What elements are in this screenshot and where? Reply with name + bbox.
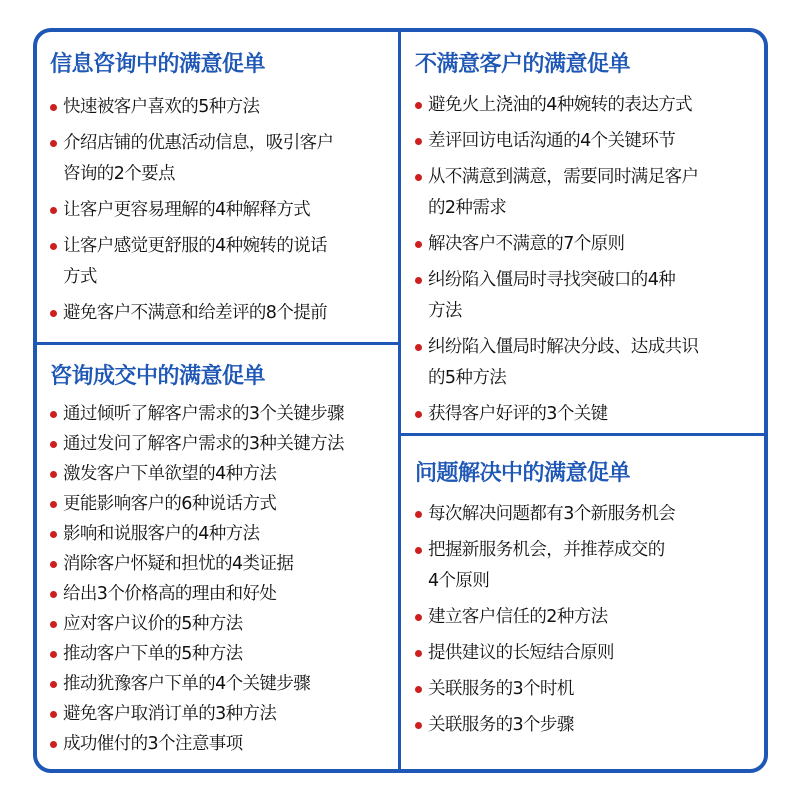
list-item bbox=[50, 92, 395, 123]
list-item bbox=[415, 499, 760, 530]
list-item-text: 纠纷陷入僵局时寻找突破口的4种 bbox=[428, 270, 676, 290]
list-item bbox=[415, 399, 760, 430]
list-item bbox=[415, 162, 760, 224]
list-item-text: 把握新服务机会，并推荐成交的 bbox=[428, 540, 665, 560]
list-item bbox=[415, 535, 760, 597]
list-item bbox=[415, 126, 760, 157]
list-item-text: 让客户更容易理解的4种解释方式 bbox=[63, 200, 311, 220]
list-item-text: 的2种需求 bbox=[428, 198, 507, 218]
item-list bbox=[415, 499, 760, 741]
list-item bbox=[50, 549, 395, 579]
list-item-text: 建立客户信任的2种方法 bbox=[428, 607, 608, 627]
list-item-text: 避免火上浇油的4种婉转的表达方式 bbox=[428, 95, 693, 115]
list-item-text: 介绍店铺的优惠活动信息，吸引客户 bbox=[63, 133, 334, 153]
list-item bbox=[50, 195, 395, 226]
list-item bbox=[415, 674, 760, 705]
list-item bbox=[50, 231, 395, 293]
section-info-consulting bbox=[50, 52, 395, 334]
section-title: 信息咨询中的满意促单 bbox=[50, 52, 266, 77]
list-item bbox=[415, 638, 760, 669]
section-title: 问题解决中的满意促单 bbox=[415, 461, 631, 486]
item-list bbox=[415, 90, 760, 430]
list-item-text: 咨询的2个要点 bbox=[63, 164, 175, 184]
left-horizontal-divider bbox=[35, 342, 399, 345]
list-item-text: 关联服务的3个时机 bbox=[428, 679, 574, 699]
list-item-text: 避免客户取消订单的3种方法 bbox=[63, 704, 277, 724]
list-item-text: 的5种方法 bbox=[428, 368, 507, 388]
list-item-text: 获得客户好评的3个关键 bbox=[428, 404, 608, 424]
list-item bbox=[50, 579, 395, 609]
list-item bbox=[415, 710, 760, 741]
section-title: 咨询成交中的满意促单 bbox=[50, 364, 266, 389]
list-item bbox=[50, 699, 395, 729]
list-item-text: 成功催付的3个注意事项 bbox=[63, 734, 243, 754]
list-item bbox=[415, 265, 760, 327]
section-title: 不满意客户的满意促单 bbox=[415, 52, 631, 77]
list-item bbox=[50, 459, 395, 489]
list-item bbox=[50, 729, 395, 759]
list-item-text: 从不满意到满意，需要同时满足客户 bbox=[428, 167, 699, 187]
section-consulting-deal bbox=[50, 364, 395, 759]
list-item-text: 方式 bbox=[63, 267, 97, 287]
list-item bbox=[50, 399, 395, 429]
list-item bbox=[50, 298, 395, 329]
vertical-divider bbox=[398, 30, 401, 771]
list-item bbox=[415, 90, 760, 121]
list-item-text: 推动客户下单的5种方法 bbox=[63, 644, 243, 664]
list-item-text: 影响和说服客户的4种方法 bbox=[63, 524, 260, 544]
item-list bbox=[50, 399, 395, 759]
list-item-text: 纠纷陷入僵局时解决分歧、达成共识 bbox=[428, 337, 699, 357]
list-item bbox=[50, 669, 395, 699]
list-item bbox=[415, 602, 760, 633]
list-item bbox=[50, 429, 395, 459]
list-item-text: 提供建议的长短结合原则 bbox=[428, 643, 614, 663]
list-item bbox=[50, 489, 395, 519]
section-problem-solving bbox=[415, 461, 760, 746]
list-item-text: 差评回访电话沟通的4个关键环节 bbox=[428, 131, 676, 151]
list-item-text: 每次解决问题都有3个新服务机会 bbox=[428, 504, 676, 524]
list-item-text: 让客户感觉更舒服的4种婉转的说话 bbox=[63, 236, 328, 256]
list-item bbox=[50, 519, 395, 549]
list-item-text: 激发客户下单欲望的4种方法 bbox=[63, 464, 277, 484]
list-item-text: 通过倾听了解客户需求的3个关键步骤 bbox=[63, 404, 344, 424]
list-item-text: 4个原则 bbox=[428, 571, 490, 591]
list-item-text: 应对客户议价的5种方法 bbox=[63, 614, 243, 634]
list-item bbox=[50, 128, 395, 190]
list-item-text: 方法 bbox=[428, 301, 462, 321]
list-item bbox=[415, 229, 760, 260]
list-item bbox=[50, 609, 395, 639]
list-item-text: 避免客户不满意和给差评的8个提前 bbox=[63, 303, 328, 323]
list-item-text: 推动犹豫客户下单的4个关键步骤 bbox=[63, 674, 311, 694]
list-item-text: 给出3个价格高的理由和好处 bbox=[63, 584, 277, 604]
list-item bbox=[50, 639, 395, 669]
list-item-text: 快速被客户喜欢的5种方法 bbox=[63, 97, 260, 117]
list-item-text: 更能影响客户的6种说话方式 bbox=[63, 494, 277, 514]
list-item-text: 关联服务的3个步骤 bbox=[428, 715, 574, 735]
list-item-text: 通过发问了解客户需求的3种关键方法 bbox=[63, 434, 344, 454]
item-list bbox=[50, 92, 395, 329]
list-item-text: 消除客户怀疑和担忧的4类证据 bbox=[63, 554, 294, 574]
list-item bbox=[415, 332, 760, 394]
list-item-text: 解决客户不满意的7个原则 bbox=[428, 234, 625, 254]
section-unsatisfied-customers bbox=[415, 52, 760, 435]
